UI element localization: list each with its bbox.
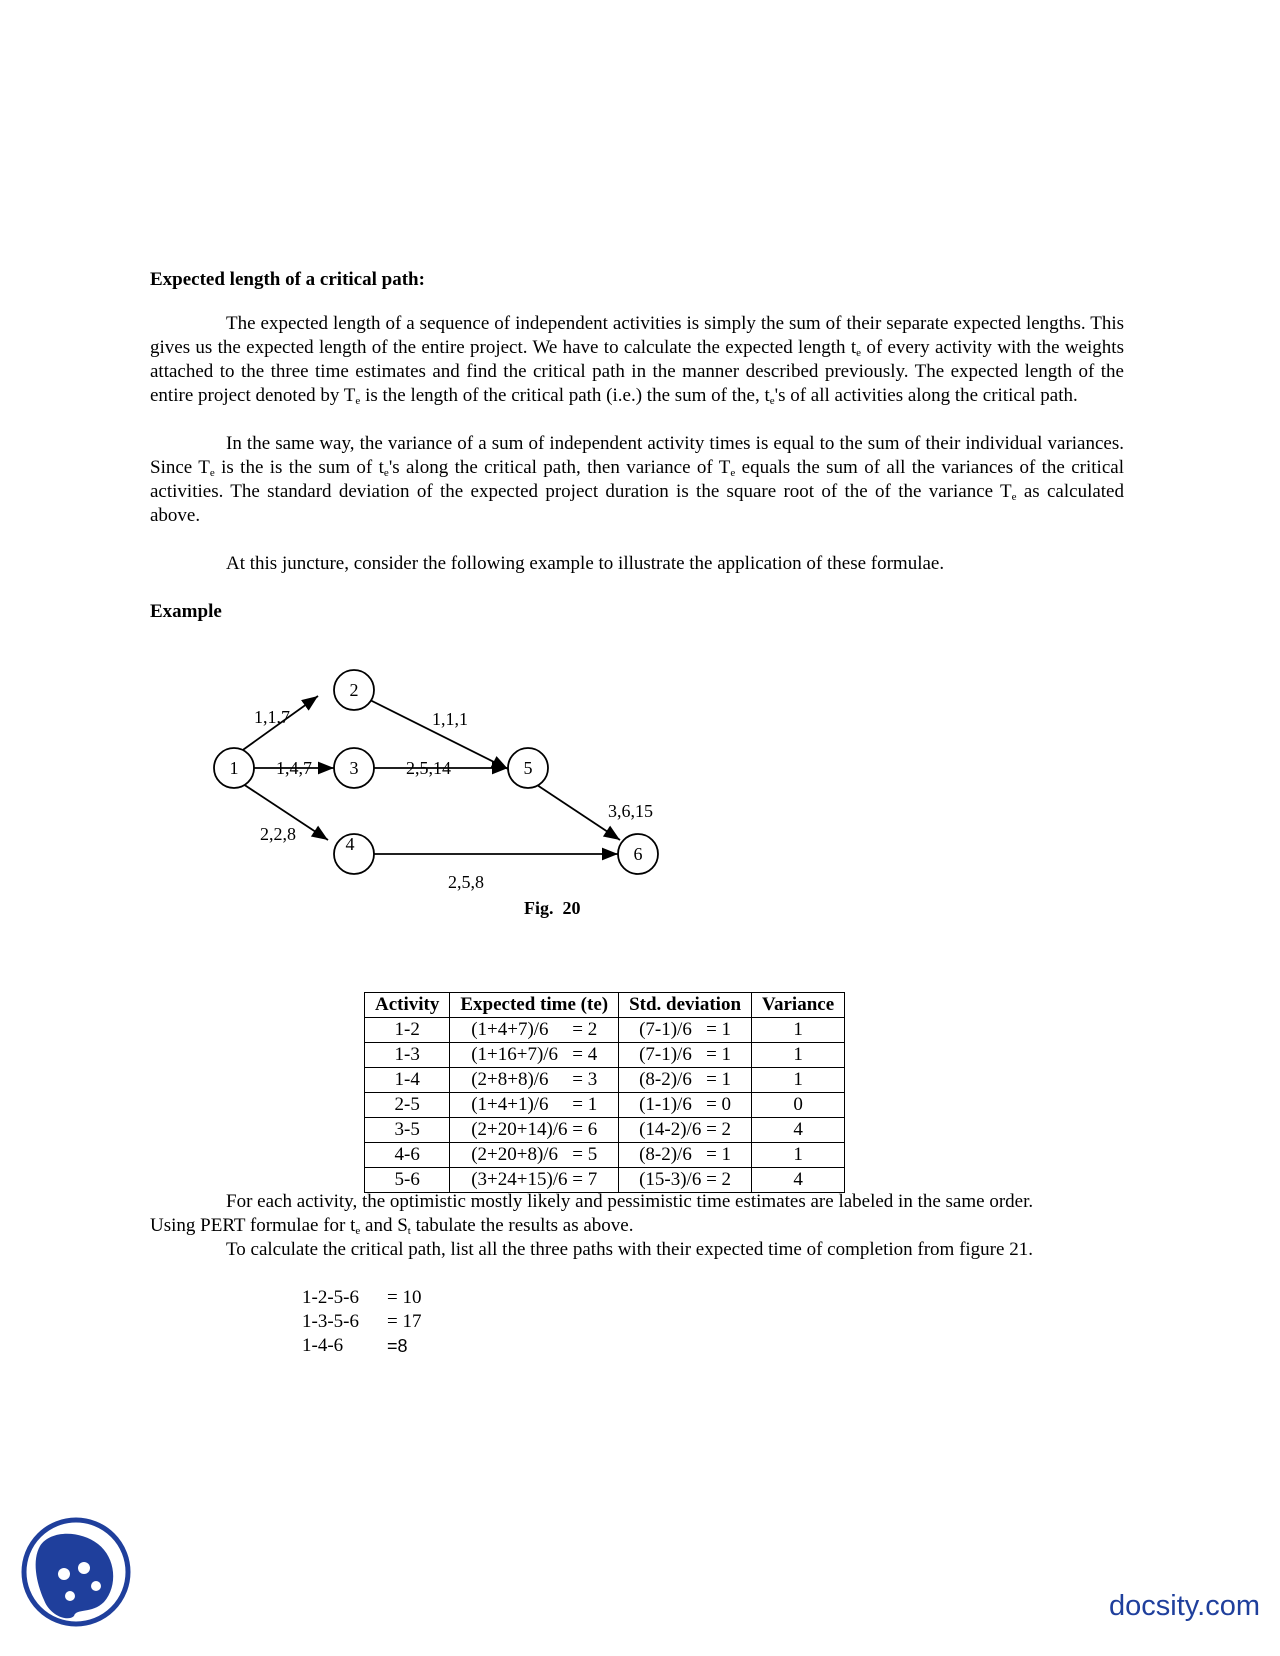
figure-caption: Fig. 20	[524, 898, 581, 918]
cell-activity: 3-5	[365, 1118, 450, 1143]
cell-variance: 4	[752, 1118, 845, 1143]
node-3	[334, 748, 374, 788]
edge-label-2-5: 1,1,1	[432, 709, 468, 729]
cell-variance: 1	[752, 1043, 845, 1068]
node-5	[508, 748, 548, 788]
header-expected-time: Expected time (te)	[450, 993, 619, 1018]
cell-std-deviation: (14-2)/6 = 2	[619, 1118, 752, 1143]
header-std-deviation: Std. deviation	[619, 993, 752, 1018]
cell-variance: 1	[752, 1143, 845, 1168]
pert-table-wrapper	[364, 992, 845, 1193]
cell-std-deviation: (8-2)/6 = 1	[619, 1143, 752, 1168]
edge-label-4-6: 2,5,8	[448, 872, 484, 892]
paragraph-pert-formulae: Using PERT formulae for $t_e$ and $S_t$ tabulate the results as above.	[150, 1215, 634, 1237]
cell-variance: 1	[752, 1068, 845, 1093]
table-header-row	[365, 993, 845, 1018]
cell-variance: 1	[752, 1018, 845, 1043]
cell-activity: 1-3	[365, 1043, 450, 1068]
main-content	[150, 268, 1124, 624]
node-6	[618, 834, 658, 874]
node-1	[214, 748, 254, 788]
cell-std-deviation: (7-1)/6 = 1	[619, 1043, 752, 1068]
example-heading: Example	[150, 601, 222, 622]
cell-activity: 1-2	[365, 1018, 450, 1043]
header-activity: Activity	[365, 993, 450, 1018]
edge-label-1-4: 2,2,8	[260, 824, 296, 844]
svg-text:6: 6	[633, 844, 643, 864]
pert-table	[364, 992, 845, 1193]
svg-text:5: 5	[523, 758, 533, 778]
docsity-brand-text[interactable]: docsity.com	[1109, 1590, 1260, 1622]
section-heading: Expected length of a critical path:	[150, 269, 425, 290]
table-row	[365, 1068, 845, 1093]
list-item	[302, 1310, 421, 1334]
table-row	[365, 1143, 845, 1168]
edge-label-1-3: 1,4,7	[276, 758, 312, 778]
paragraph-variance: In the same way, the variance of a sum of independent activity times is equal to the sum of their individual variances. Since $T_e$ is the is the sum of $t_e's$ along the critical path, then variance of $T_e$ equals the sum of all the variances of the critical activities. The standard deviation of the expected project duration is the square root of the of the variance $T_e$ as calculated above.	[150, 433, 1124, 526]
cell-std-deviation: (15-3)/6 = 2	[619, 1168, 752, 1193]
cell-expected-time: (2+20+8)/6 = 5	[450, 1143, 619, 1168]
path-name: 1-4-6	[302, 1335, 344, 1356]
edge-label-1-2: 1,1,7	[254, 707, 290, 727]
paragraph-critical-path: To calculate the critical path, list all the three paths with their expected time of completion from figure 21.	[226, 1239, 1033, 1260]
cell-expected-time: (1+4+7)/6 = 2	[450, 1018, 619, 1043]
path-name: 1-2-5-6	[302, 1287, 359, 1308]
post-table-text	[150, 1190, 1124, 1262]
list-item	[302, 1334, 421, 1358]
cell-activity: 2-5	[365, 1093, 450, 1118]
path-list	[302, 1286, 421, 1358]
cell-std-deviation: (7-1)/6 = 1	[619, 1018, 752, 1043]
path-value: =8	[387, 1336, 408, 1356]
svg-text:3: 3	[349, 758, 359, 778]
header-variance: Variance	[752, 993, 845, 1018]
cell-expected-time: (1+16+7)/6 = 4	[450, 1043, 619, 1068]
cell-std-deviation: (8-2)/6 = 1	[619, 1068, 752, 1093]
svg-text:4: 4	[345, 834, 355, 854]
table-row	[365, 1093, 845, 1118]
table-row	[365, 1168, 845, 1193]
node-2	[334, 670, 374, 710]
paragraph-estimates-order: For each activity, the optimistic mostly likely and pessimistic time estimates are labeled in the same order.	[226, 1191, 1034, 1212]
network-diagram-svg	[210, 680, 680, 950]
path-value: = 10	[387, 1287, 422, 1308]
cell-activity: 5-6	[365, 1168, 450, 1193]
cell-expected-time: (3+24+15)/6 = 7	[450, 1168, 619, 1193]
network-diagram	[210, 680, 680, 950]
table-row	[365, 1043, 845, 1068]
path-name: 1-3-5-6	[302, 1311, 359, 1332]
cell-variance: 4	[752, 1168, 845, 1193]
svg-text:1: 1	[229, 758, 239, 778]
path-value: = 17	[387, 1311, 422, 1332]
docsity-logo-icon	[20, 1516, 132, 1628]
list-item	[302, 1286, 421, 1310]
cell-std-deviation: (1-1)/6 = 0	[619, 1093, 752, 1118]
cell-expected-time: (2+8+8)/6 = 3	[450, 1068, 619, 1093]
table-row	[365, 1118, 845, 1143]
table-row	[365, 1018, 845, 1043]
paragraph-expected-length: The expected length of a sequence of independent activities is simply the sum of their separate expected lengths. This gives us the expected length of the entire project. We have to calculate the expected length $t_e$ of every activity with the weights attached to the three time estimates and find the critical path in the manner described previously. The expected length of the entire project denoted by $T_e$ is the length of the critical path (i.e.) the sum of the, $t_e's$ of all activities along the critical path.	[150, 313, 1124, 407]
edge-label-5-6: 3,6,15	[608, 801, 653, 821]
cell-activity: 4-6	[365, 1143, 450, 1168]
cell-activity: 1-4	[365, 1068, 450, 1093]
cell-expected-time: (2+20+14)/6 = 6	[450, 1118, 619, 1143]
svg-text:2: 2	[349, 680, 359, 700]
node-4	[334, 834, 374, 874]
cell-variance: 0	[752, 1093, 845, 1118]
edge-label-3-5: 2,5,14	[406, 758, 451, 778]
paragraph-juncture: At this juncture, consider the following example to illustrate the application of these formulae.	[226, 553, 945, 574]
cell-expected-time: (1+4+1)/6 = 1	[450, 1093, 619, 1118]
